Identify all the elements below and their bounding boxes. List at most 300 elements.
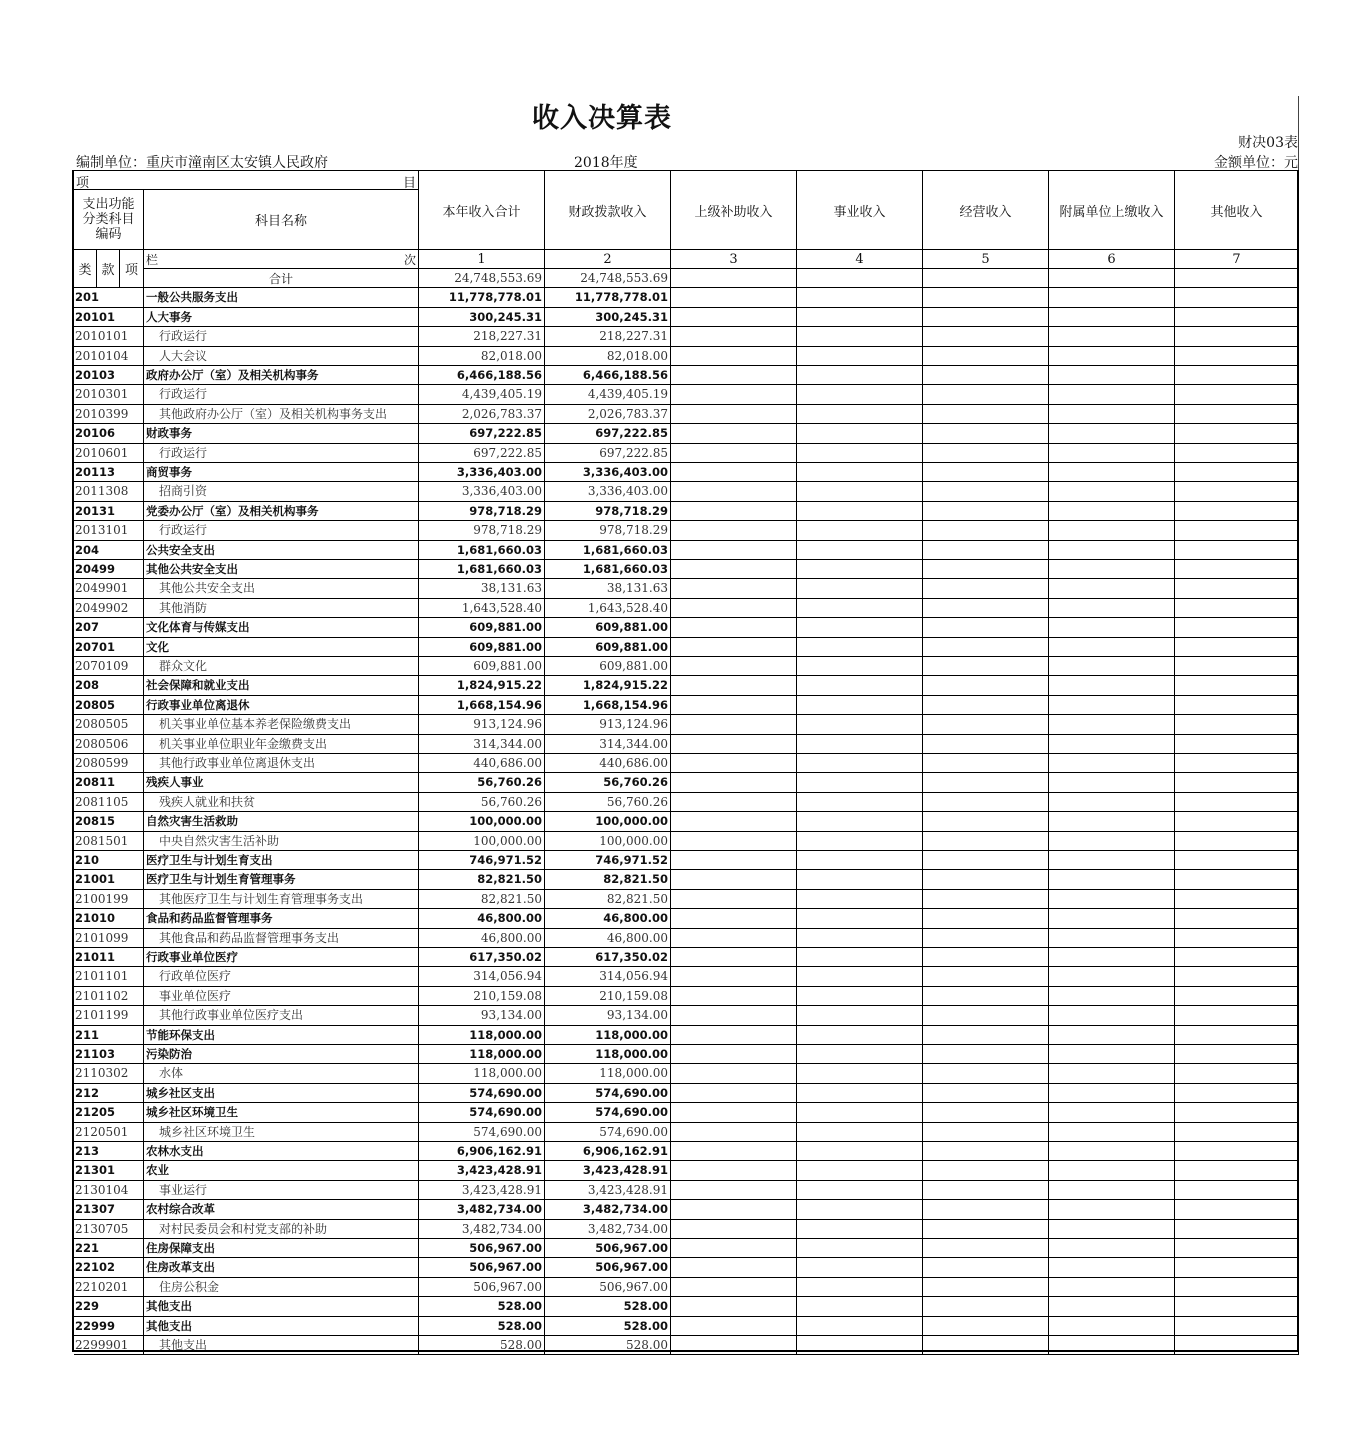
row-empty-cell [671, 1142, 797, 1161]
row-fiscal-allocation: 3,423,428.91 [545, 1161, 671, 1180]
row-subject-name: 事业运行 [144, 1181, 419, 1200]
column-header-4: 事业收入 [797, 171, 923, 250]
row-empty-cell [1049, 1220, 1175, 1239]
row-empty-cell [923, 715, 1049, 734]
row-empty-cell [1175, 1181, 1299, 1200]
row-empty-cell [1175, 347, 1299, 366]
row-subject-name: 其他食品和药品监督管理事务支出 [144, 929, 419, 948]
column-number-4: 4 [797, 250, 923, 269]
row-code: 21205 [74, 1103, 144, 1122]
row-subject-name: 残疾人事业 [144, 773, 419, 792]
row-empty-cell [671, 521, 797, 540]
row-fiscal-allocation: 3,336,403.00 [545, 463, 671, 482]
row-empty-cell [797, 890, 923, 909]
row-subject-name: 自然灾害生活救助 [144, 812, 419, 831]
row-empty-cell [923, 1239, 1049, 1258]
row-fiscal-allocation: 118,000.00 [545, 1026, 671, 1045]
row-empty-cell [1049, 948, 1175, 967]
row-empty-cell [1175, 773, 1299, 792]
row-fiscal-allocation: 3,482,734.00 [545, 1220, 671, 1239]
row-empty-cell [671, 541, 797, 560]
row-empty-cell [797, 599, 923, 618]
compiling-unit: 编制单位：重庆市潼南区太安镇人民政府 [76, 155, 328, 171]
row-empty-cell [797, 424, 923, 443]
row-empty-cell [1049, 1084, 1175, 1103]
row-empty-cell [671, 696, 797, 715]
row-empty-cell [1049, 327, 1175, 346]
row-empty-cell [923, 308, 1049, 327]
row-code: 20499 [74, 560, 144, 579]
row-empty-cell [1175, 890, 1299, 909]
row-code: 20103 [74, 366, 144, 385]
row-empty-cell [1049, 1317, 1175, 1336]
row-empty-cell [1049, 696, 1175, 715]
row-empty-cell [671, 832, 797, 851]
row-empty-cell [797, 541, 923, 560]
row-fiscal-allocation: 746,971.52 [545, 851, 671, 870]
row-total-income: 697,222.85 [419, 424, 545, 443]
row-fiscal-allocation: 93,134.00 [545, 1006, 671, 1025]
row-empty-cell [797, 1103, 923, 1122]
row-fiscal-allocation: 1,668,154.96 [545, 696, 671, 715]
row-subject-name: 招商引资 [144, 482, 419, 501]
row-code: 2101101 [74, 967, 144, 986]
row-fiscal-allocation: 978,718.29 [545, 521, 671, 540]
row-empty-cell [1175, 424, 1299, 443]
row-fiscal-allocation: 56,760.26 [545, 793, 671, 812]
row-total-income: 1,643,528.40 [419, 599, 545, 618]
row-empty-cell [923, 424, 1049, 443]
row-fiscal-allocation: 314,056.94 [545, 967, 671, 986]
row-subject-name: 城乡社区环境卫生 [144, 1103, 419, 1122]
row-empty-cell [671, 599, 797, 618]
row-empty-cell [1049, 638, 1175, 657]
row-code: 21301 [74, 1161, 144, 1180]
row-empty-cell [671, 288, 797, 307]
row-code: 2110302 [74, 1064, 144, 1083]
row-empty-cell [1049, 1142, 1175, 1161]
row-code: 2101099 [74, 929, 144, 948]
row-fiscal-allocation: 697,222.85 [545, 424, 671, 443]
row-code: 2130104 [74, 1181, 144, 1200]
row-subject-name: 其他支出 [144, 1297, 419, 1316]
row-empty-cell [1175, 715, 1299, 734]
row-total-income: 118,000.00 [419, 1064, 545, 1083]
row-fiscal-allocation: 1,824,915.22 [545, 676, 671, 695]
row-total-income: 38,131.63 [419, 579, 545, 598]
column-header-3: 上级补助收入 [671, 171, 797, 250]
row-empty-cell [923, 463, 1049, 482]
row-empty-cell [923, 1220, 1049, 1239]
row-empty-cell [797, 754, 923, 773]
row-empty-cell [1175, 1317, 1299, 1336]
row-empty-cell [797, 909, 923, 928]
row-total-income: 3,482,734.00 [419, 1200, 545, 1219]
row-subject-name: 文化 [144, 638, 419, 657]
row-empty-cell [1175, 948, 1299, 967]
row-fiscal-allocation: 6,466,188.56 [545, 366, 671, 385]
row-total-income: 1,824,915.22 [419, 676, 545, 695]
column-header-1: 本年收入合计 [419, 171, 545, 250]
row-subject-name: 住房保障支出 [144, 1239, 419, 1258]
row-total-income: 6,466,188.56 [419, 366, 545, 385]
row-fiscal-allocation: 1,643,528.40 [545, 599, 671, 618]
row-subject-name: 食品和药品监督管理事务 [144, 909, 419, 928]
row-subject-name: 党委办公厅（室）及相关机构事务 [144, 502, 419, 521]
row-empty-cell [671, 1258, 797, 1277]
row-subject-name: 文化体育与传媒支出 [144, 618, 419, 637]
column-number-1: 1 [419, 250, 545, 269]
row-empty-cell [923, 1161, 1049, 1180]
row-empty-cell [671, 987, 797, 1006]
row-empty-cell [923, 385, 1049, 404]
row-empty-cell [923, 1006, 1049, 1025]
subject-name-header: 科目名称 [144, 190, 419, 250]
row-empty-cell [671, 735, 797, 754]
row-subject-name: 农林水支出 [144, 1142, 419, 1161]
row-subject-name: 机关事业单位基本养老保险缴费支出 [144, 715, 419, 734]
row-empty-cell [923, 560, 1049, 579]
row-empty-cell [1049, 929, 1175, 948]
row-subject-name: 残疾人就业和扶贫 [144, 793, 419, 812]
row-empty-cell [923, 851, 1049, 870]
row-total-income: 506,967.00 [419, 1258, 545, 1277]
row-code: 2299901 [74, 1336, 144, 1355]
row-empty-cell [671, 793, 797, 812]
row-empty-cell [1175, 987, 1299, 1006]
row-empty-cell [671, 463, 797, 482]
total-value-2: 24,748,553.69 [545, 269, 671, 288]
row-empty-cell [797, 444, 923, 463]
row-empty-cell [671, 1239, 797, 1258]
row-empty-cell [1175, 909, 1299, 928]
row-subject-name: 人大事务 [144, 308, 419, 327]
row-empty-cell [923, 812, 1049, 831]
row-code: 2013101 [74, 521, 144, 540]
row-empty-cell [1175, 929, 1299, 948]
row-total-income: 100,000.00 [419, 832, 545, 851]
row-empty-cell [797, 948, 923, 967]
row-empty-cell [923, 1297, 1049, 1316]
row-empty-cell [1049, 1006, 1175, 1025]
row-empty-cell [797, 1258, 923, 1277]
row-total-income: 574,690.00 [419, 1123, 545, 1142]
row-empty-cell [671, 405, 797, 424]
row-empty-cell [1175, 1084, 1299, 1103]
row-empty-cell [1175, 696, 1299, 715]
row-empty-cell [1175, 482, 1299, 501]
row-empty-cell [923, 502, 1049, 521]
row-fiscal-allocation: 46,800.00 [545, 909, 671, 928]
row-empty-cell [671, 967, 797, 986]
row-empty-cell [671, 948, 797, 967]
row-fiscal-allocation: 56,760.26 [545, 773, 671, 792]
row-empty-cell [923, 929, 1049, 948]
row-empty-cell [671, 851, 797, 870]
row-empty-cell [923, 521, 1049, 540]
row-empty-cell [797, 385, 923, 404]
row-total-income: 82,821.50 [419, 890, 545, 909]
row-fiscal-allocation: 3,482,734.00 [545, 1200, 671, 1219]
row-empty-cell [1175, 599, 1299, 618]
row-code: 2081501 [74, 832, 144, 851]
row-empty-cell [1049, 1278, 1175, 1297]
row-empty-cell [797, 1084, 923, 1103]
row-fiscal-allocation: 46,800.00 [545, 929, 671, 948]
row-empty-cell [1049, 1161, 1175, 1180]
row-empty-cell [797, 929, 923, 948]
row-total-income: 46,800.00 [419, 909, 545, 928]
row-code: 20805 [74, 696, 144, 715]
row-empty-cell [1175, 463, 1299, 482]
row-empty-cell [923, 347, 1049, 366]
row-subject-name: 农业 [144, 1161, 419, 1180]
row-empty-cell [671, 1045, 797, 1064]
row-fiscal-allocation: 118,000.00 [545, 1045, 671, 1064]
row-empty-cell [1175, 676, 1299, 695]
page-edge-line [1298, 96, 1299, 171]
row-total-income: 218,227.31 [419, 327, 545, 346]
row-empty-cell [1175, 385, 1299, 404]
row-code: 2210201 [74, 1278, 144, 1297]
fiscal-year: 2018年度 [574, 155, 638, 171]
row-empty-cell [923, 832, 1049, 851]
row-empty-cell [797, 327, 923, 346]
row-empty-cell [923, 405, 1049, 424]
row-empty-cell [1049, 793, 1175, 812]
row-empty-cell [923, 579, 1049, 598]
code-xiang-header: 项 [120, 250, 144, 288]
row-empty-cell [1049, 444, 1175, 463]
row-total-income: 56,760.26 [419, 793, 545, 812]
row-empty-cell [671, 1123, 797, 1142]
row-empty-cell [1175, 444, 1299, 463]
row-code: 2080599 [74, 754, 144, 773]
row-empty-cell [797, 405, 923, 424]
row-empty-cell [1175, 870, 1299, 889]
row-code: 2049901 [74, 579, 144, 598]
row-empty-cell [671, 1200, 797, 1219]
row-empty-cell [797, 638, 923, 657]
row-subject-name: 水体 [144, 1064, 419, 1083]
row-empty-cell [671, 715, 797, 734]
row-fiscal-allocation: 574,690.00 [545, 1123, 671, 1142]
row-code: 2101102 [74, 987, 144, 1006]
ci-label: 次 [403, 253, 416, 267]
row-empty-cell [671, 1336, 797, 1355]
row-code: 2010101 [74, 327, 144, 346]
row-subject-name: 中央自然灾害生活补助 [144, 832, 419, 851]
row-code: 207 [74, 618, 144, 637]
row-empty-cell [923, 909, 1049, 928]
row-empty-cell [671, 618, 797, 637]
row-total-income: 528.00 [419, 1336, 545, 1355]
row-subject-name: 医疗卫生与计划生育管理事务 [144, 870, 419, 889]
row-code: 211 [74, 1026, 144, 1045]
row-empty-cell [923, 793, 1049, 812]
row-empty-cell [797, 967, 923, 986]
row-empty-cell [671, 327, 797, 346]
row-empty-cell [1049, 657, 1175, 676]
row-empty-cell [1175, 366, 1299, 385]
row-empty-cell [797, 1317, 923, 1336]
row-empty-cell [797, 832, 923, 851]
row-total-income: 528.00 [419, 1317, 545, 1336]
row-subject-name: 其他支出 [144, 1317, 419, 1336]
row-empty-cell [671, 1161, 797, 1180]
row-empty-cell [923, 735, 1049, 754]
row-fiscal-allocation: 82,821.50 [545, 870, 671, 889]
row-empty-cell [671, 1064, 797, 1083]
lan-ci-cell [144, 250, 419, 269]
row-empty-cell [1049, 832, 1175, 851]
row-total-income: 2,026,783.37 [419, 405, 545, 424]
row-fiscal-allocation: 218,227.31 [545, 327, 671, 346]
row-empty-cell [1175, 1297, 1299, 1316]
row-empty-cell [1175, 1026, 1299, 1045]
row-empty-cell [797, 288, 923, 307]
row-fiscal-allocation: 609,881.00 [545, 657, 671, 676]
row-empty-cell [671, 1181, 797, 1200]
row-total-income: 574,690.00 [419, 1084, 545, 1103]
row-fiscal-allocation: 2,026,783.37 [545, 405, 671, 424]
row-total-income: 314,344.00 [419, 735, 545, 754]
row-subject-name: 商贸事务 [144, 463, 419, 482]
row-empty-cell [1049, 560, 1175, 579]
row-fiscal-allocation: 4,439,405.19 [545, 385, 671, 404]
total-empty-cell [923, 269, 1049, 288]
row-empty-cell [797, 851, 923, 870]
row-total-income: 11,778,778.01 [419, 288, 545, 307]
row-empty-cell [797, 482, 923, 501]
row-empty-cell [1175, 1220, 1299, 1239]
row-total-income: 118,000.00 [419, 1026, 545, 1045]
row-code: 21103 [74, 1045, 144, 1064]
row-empty-cell [797, 308, 923, 327]
row-empty-cell [923, 599, 1049, 618]
row-empty-cell [1175, 521, 1299, 540]
row-subject-name: 政府办公厅（室）及相关机构事务 [144, 366, 419, 385]
row-fiscal-allocation: 11,778,778.01 [545, 288, 671, 307]
row-empty-cell [1175, 405, 1299, 424]
row-empty-cell [923, 1200, 1049, 1219]
row-empty-cell [671, 1103, 797, 1122]
row-fiscal-allocation: 506,967.00 [545, 1278, 671, 1297]
row-total-income: 100,000.00 [419, 812, 545, 831]
row-empty-cell [797, 366, 923, 385]
row-fiscal-allocation: 574,690.00 [545, 1084, 671, 1103]
row-empty-cell [923, 676, 1049, 695]
column-header-6: 附属单位上缴收入 [1049, 171, 1175, 250]
row-code: 2120501 [74, 1123, 144, 1142]
row-empty-cell [923, 754, 1049, 773]
row-code: 20106 [74, 424, 144, 443]
row-empty-cell [923, 1181, 1049, 1200]
row-total-income: 82,018.00 [419, 347, 545, 366]
row-empty-cell [1049, 1336, 1175, 1355]
row-code: 2011308 [74, 482, 144, 501]
row-fiscal-allocation: 913,124.96 [545, 715, 671, 734]
header-item-right: 目 [402, 176, 416, 190]
row-empty-cell [1049, 463, 1175, 482]
row-subject-name: 其他支出 [144, 1336, 419, 1355]
row-empty-cell [797, 502, 923, 521]
row-empty-cell [797, 463, 923, 482]
row-empty-cell [1049, 308, 1175, 327]
row-empty-cell [1049, 1297, 1175, 1316]
row-total-income: 56,760.26 [419, 773, 545, 792]
row-empty-cell [1175, 327, 1299, 346]
row-subject-name: 其他医疗卫生与计划生育管理事务支出 [144, 890, 419, 909]
row-empty-cell [1049, 385, 1175, 404]
row-empty-cell [1049, 812, 1175, 831]
row-subject-name: 行政单位医疗 [144, 967, 419, 986]
row-empty-cell [1175, 638, 1299, 657]
row-total-income: 4,439,405.19 [419, 385, 545, 404]
row-subject-name: 群众文化 [144, 657, 419, 676]
row-subject-name: 节能环保支出 [144, 1026, 419, 1045]
row-empty-cell [1175, 1045, 1299, 1064]
row-empty-cell [1175, 1161, 1299, 1180]
row-total-income: 609,881.00 [419, 618, 545, 637]
row-subject-name: 行政事业单位离退休 [144, 696, 419, 715]
row-empty-cell [1175, 1142, 1299, 1161]
row-total-income: 93,134.00 [419, 1006, 545, 1025]
row-code: 21010 [74, 909, 144, 928]
row-empty-cell [797, 1200, 923, 1219]
row-empty-cell [1049, 1258, 1175, 1277]
row-code: 21307 [74, 1200, 144, 1219]
row-empty-cell [1049, 1200, 1175, 1219]
row-empty-cell [1049, 347, 1175, 366]
column-header-5: 经营收入 [923, 171, 1049, 250]
row-empty-cell [1175, 1278, 1299, 1297]
row-code: 2010104 [74, 347, 144, 366]
row-empty-cell [797, 773, 923, 792]
row-empty-cell [1049, 1045, 1175, 1064]
row-empty-cell [797, 1064, 923, 1083]
row-subject-name: 行政运行 [144, 444, 419, 463]
row-total-income: 3,482,734.00 [419, 1220, 545, 1239]
row-empty-cell [1049, 773, 1175, 792]
row-empty-cell [671, 754, 797, 773]
row-total-income: 697,222.85 [419, 444, 545, 463]
row-fiscal-allocation: 100,000.00 [545, 812, 671, 831]
row-empty-cell [797, 1161, 923, 1180]
row-empty-cell [797, 715, 923, 734]
row-code: 2070109 [74, 657, 144, 676]
row-subject-name: 公共安全支出 [144, 541, 419, 560]
row-empty-cell [797, 735, 923, 754]
row-fiscal-allocation: 314,344.00 [545, 735, 671, 754]
row-total-income: 978,718.29 [419, 521, 545, 540]
row-fiscal-allocation: 528.00 [545, 1297, 671, 1316]
row-subject-name: 一般公共服务支出 [144, 288, 419, 307]
row-empty-cell [1049, 599, 1175, 618]
row-empty-cell [1175, 1258, 1299, 1277]
row-code: 22102 [74, 1258, 144, 1277]
row-empty-cell [671, 773, 797, 792]
row-empty-cell [1175, 832, 1299, 851]
row-code: 20815 [74, 812, 144, 831]
total-empty-cell [797, 269, 923, 288]
row-empty-cell [1175, 288, 1299, 307]
row-empty-cell [923, 366, 1049, 385]
row-empty-cell [671, 560, 797, 579]
row-empty-cell [671, 657, 797, 676]
row-empty-cell [671, 812, 797, 831]
row-total-income: 3,423,428.91 [419, 1181, 545, 1200]
